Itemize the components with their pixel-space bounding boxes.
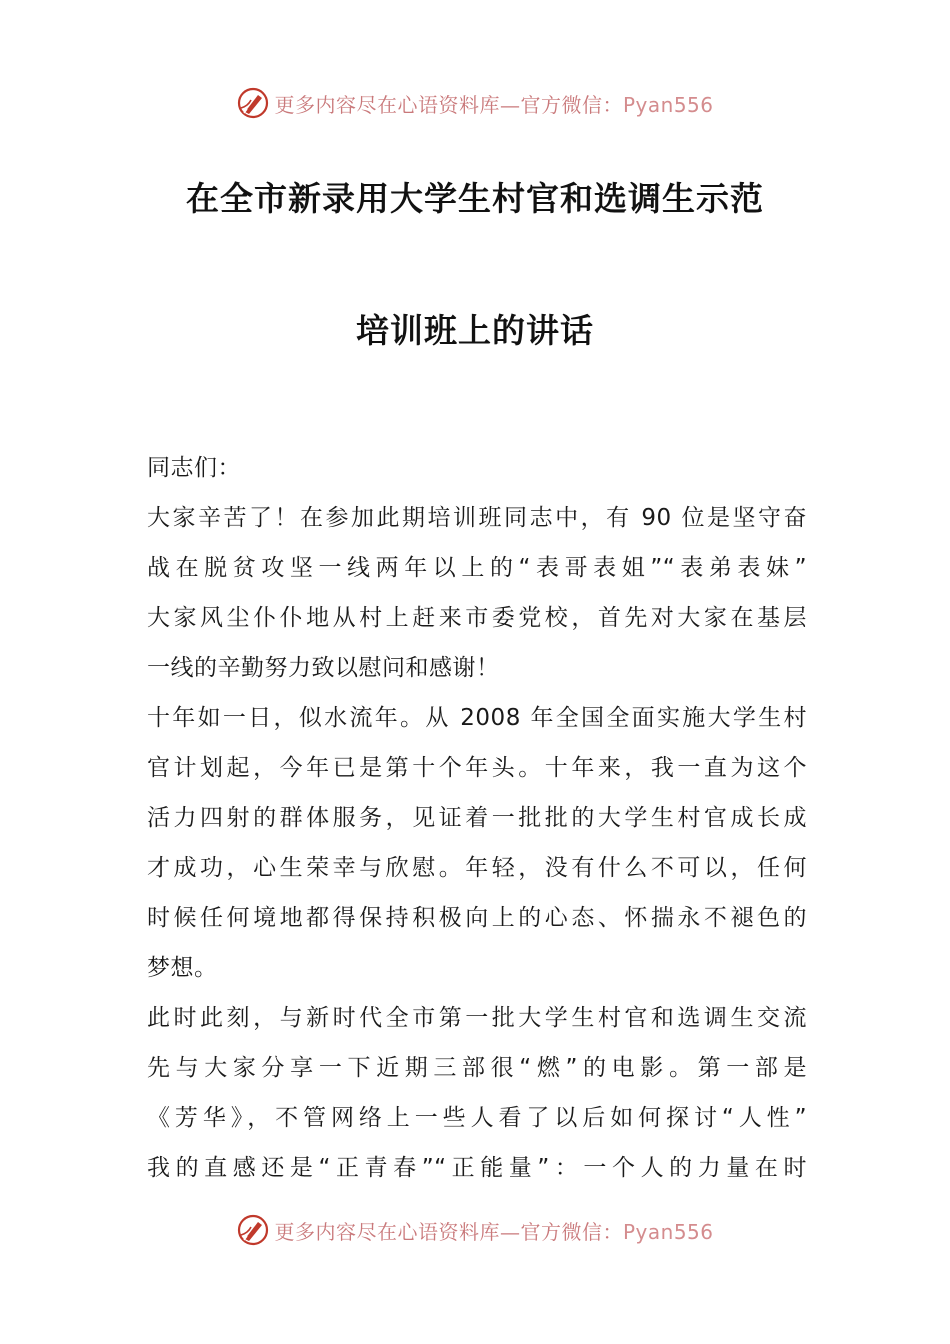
quill-pen-logo-icon [236,1213,270,1247]
body-line: 战在脱贫攻坚一线两年以上的“表哥表姐”“表弟表妹” [147,555,807,581]
body-line: 此时此刻，与新时代全市第一批大学生村官和选调生交流 [147,1005,807,1031]
body-line: 十年如一日，似水流年。从 2008 年全国全面实施大学生村 [147,705,807,731]
quill-pen-logo-icon [236,86,270,120]
header-watermark-banner [0,85,950,121]
body-line: 才成功，心生荣幸与欣慰。年轻，没有什么不可以，任何 [147,855,807,881]
wechat-id: Pyan556 [622,1219,714,1244]
body-line: 我的直感还是“正青春”“正能量”：一个人的力量在时 [147,1155,807,1181]
body-line: 时候任何境地都得保持积极向上的心态、怀揣永不褪色的 [147,905,807,931]
watermark-text: 更多内容尽在心语资料库—官方微信：Pyan556 [274,92,714,117]
body-line: 大家辛苦了！在参加此期培训班同志中，有 90 位是坚守奋 [147,505,807,531]
body-line: 《芳华》，不管网络上一些人看了以后如何探讨“人性” [147,1105,807,1131]
body-line: 梦想。 [147,955,218,981]
body-line: 一线的辛勤努力致以慰问和感谢！ [147,655,500,681]
body-line: 大家风尘仆仆地从村上赶来市委党校，首先对大家在基层 [147,605,807,631]
wechat-id: Pyan556 [622,92,714,117]
document-title-line-2: 培训班上的讲话 [356,311,594,350]
document-title-line-1: 在全市新录用大学生村官和选调生示范 [186,179,764,218]
body-line: 先与大家分享一下近期三部很“燃”的电影。第一部是 [147,1055,807,1081]
body-line: 官计划起，今年已是第十个年头。十年来，我一直为这个 [147,755,807,781]
document-body [147,443,807,1193]
footer-watermark-banner [0,1212,950,1248]
watermark-text: 更多内容尽在心语资料库—官方微信：Pyan556 [274,1219,714,1244]
body-line: 活力四射的群体服务，见证着一批批的大学生村官成长成 [147,805,807,831]
salutation: 同志们： [147,455,241,481]
